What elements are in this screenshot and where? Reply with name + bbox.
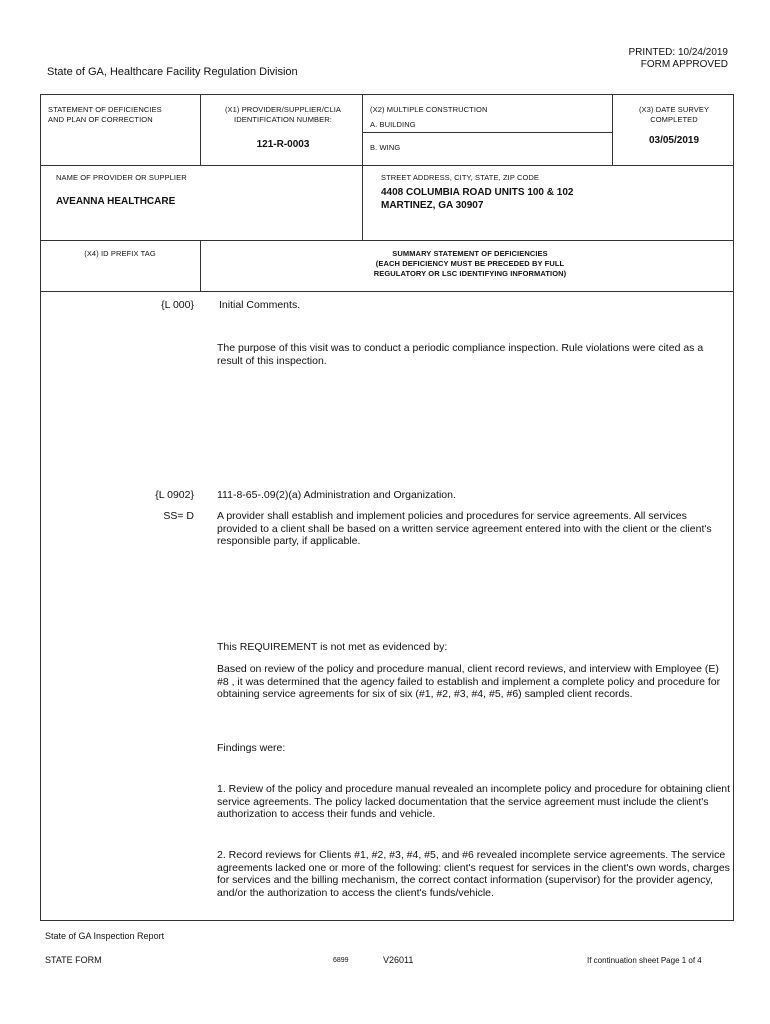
x1-label-line2: IDENTIFICATION NUMBER: (234, 115, 332, 124)
initial-comments: Initial Comments. (219, 299, 301, 311)
survey-date: 03/05/2019 (648, 135, 700, 146)
divider (200, 240, 201, 292)
summary-label-line2: (EACH DEFICIENCY MUST BE PRECEDED BY FULL (375, 259, 565, 268)
divider (40, 291, 734, 292)
statement-label-line1: STATEMENT OF DEFICIENCIES (48, 105, 162, 114)
x1-label (208, 105, 358, 125)
based-on-text: Based on review of the policy and procedure manual, client record reviews, and interview with Employee (E) #8 , it was determined that the agency failed to establish and implement a complete policy and procedure for obtaining service agreements for six of six (#1, #2, #3, #4, #5, #6) sampled client records. (217, 663, 721, 700)
state-form: STATE FORM (45, 955, 102, 965)
provider-name: AVEANNA HEALTHCARE (56, 196, 176, 207)
finding-2: 2. Record reviews for Clients #1, #2, #3, #4, #5, and #6 revealed incomplete service agreements. The service agreements lacked one or more of the following: client's request for services in the client's own words, charges for services and the billing mechanism, the correct contact information (supervisor) for the provider agency, and/or the authorization to access the client's funds/vehicle. (217, 849, 730, 899)
provider-name-label: NAME OF PROVIDER OR SUPPLIER (56, 173, 187, 182)
frame-bottom (40, 920, 734, 921)
x1-label-line1: (X1) PROVIDER/SUPPLIER/CLIA (224, 105, 342, 114)
address-line1: 4408 COLUMBIA ROAD UNITS 100 & 102 (381, 187, 574, 198)
form-code: 6899 (333, 957, 349, 964)
agency-name: State of GA, Healthcare Facility Regulation Division (47, 66, 298, 78)
frame-left (40, 94, 41, 921)
prefix-tag-label: (X4) ID PREFIX TAG (84, 249, 156, 258)
summary-label-line3: REGULATORY OR LSC IDENTIFYING INFORMATION) (373, 269, 567, 278)
event-id: V26011 (383, 955, 414, 965)
x2-wing: B. WING (370, 143, 401, 152)
x3-label-line1: (X3) DATE SURVEY (638, 105, 710, 114)
x3-label (615, 105, 733, 125)
x3-label-line2: COMPLETED (650, 115, 698, 124)
findings-label: Findings were: (217, 742, 286, 754)
rule-title: 111-8-65-.09(2)(a) Administration and Organization. (217, 489, 456, 501)
divider (40, 240, 734, 241)
purpose-text: The purpose of this visit was to conduct a periodic compliance inspection. Rule violations were cited as a result of this inspection. (217, 342, 704, 367)
print-info (629, 47, 729, 71)
scope-severity: SS= D (163, 510, 194, 522)
statement-label (48, 105, 162, 125)
continuation-note: If continuation sheet Page 1 of 4 (587, 956, 702, 965)
printed-date: PRINTED: 10/24/2019 (628, 47, 728, 58)
tag-l0902: {L 0902} (155, 489, 194, 501)
summary-label-line1: SUMMARY STATEMENT OF DEFICIENCIES (392, 249, 548, 258)
summary-label (320, 249, 620, 279)
x2-building: A. BUILDING (370, 120, 416, 129)
address-line2: MARTINEZ, GA 30907 (381, 200, 484, 211)
frame-top (40, 94, 734, 95)
address-label: STREET ADDRESS, CITY, STATE, ZIP CODE (381, 173, 540, 182)
statement-label-line2: AND PLAN OF CORRECTION (48, 115, 153, 124)
divider (362, 165, 363, 241)
frame-right (733, 94, 734, 921)
rule-text: A provider shall establish and implement policies and procedures for service agreements. All services provided to a client shall be based on a written service agreement entered into with the client or the client's responsible party, if applicable. (217, 510, 712, 547)
not-met-text: This REQUIREMENT is not met as evidenced by: (217, 641, 448, 653)
divider (362, 94, 363, 165)
x2-label: (X2) MULTIPLE CONSTRUCTION (370, 105, 488, 114)
divider (40, 165, 734, 166)
form-approved: FORM APPROVED (640, 59, 728, 70)
divider (362, 132, 612, 133)
tag-l000: {L 000} (161, 299, 194, 311)
divider (612, 94, 613, 165)
divider (200, 94, 201, 165)
report-name: State of GA Inspection Report (45, 931, 165, 941)
provider-id: 121-R-0003 (256, 139, 310, 150)
finding-1: 1. Review of the policy and procedure manual revealed an incomplete policy and procedure for obtaining client service agreements. The policy lacked documentation that the service agreement must include the client's authorization to access their funds and vehicle. (217, 783, 731, 820)
